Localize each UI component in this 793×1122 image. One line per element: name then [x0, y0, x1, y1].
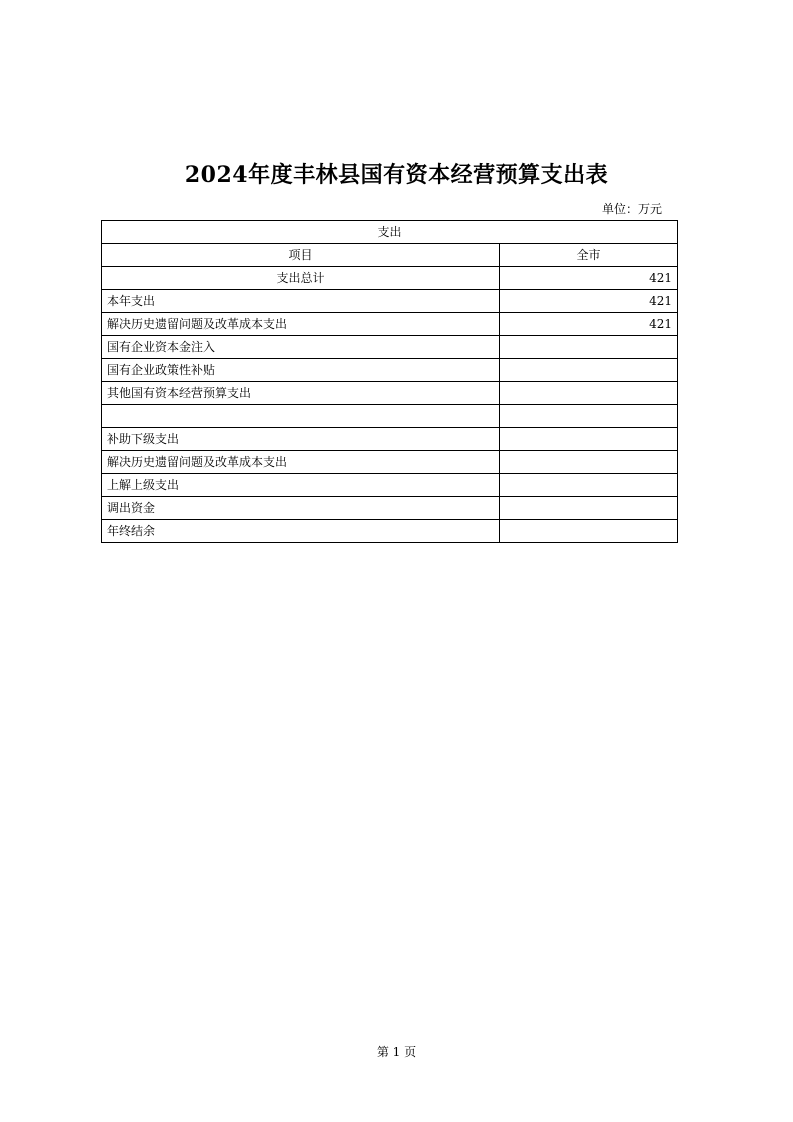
column-header-row: [102, 244, 678, 267]
page-number: 第 1 页: [376, 1045, 417, 1059]
table-row: [102, 451, 678, 474]
row-value: [500, 382, 678, 405]
row-value: [500, 405, 678, 428]
table-row: [102, 267, 678, 290]
budget-table: [101, 220, 678, 543]
row-value: [500, 359, 678, 382]
row-value: 421: [500, 267, 678, 290]
row-value: [500, 474, 678, 497]
row-label: 本年支出: [102, 290, 500, 313]
section-header-row: [102, 221, 678, 244]
table-row: [102, 313, 678, 336]
table-row: [102, 359, 678, 382]
row-label: [102, 405, 500, 428]
row-value: 421: [500, 313, 678, 336]
row-value: [500, 497, 678, 520]
table-row: [102, 428, 678, 451]
column-header-value: 全市: [500, 244, 678, 267]
unit-label: 单位：万元: [601, 202, 662, 216]
row-value: [500, 520, 678, 543]
row-label: 国有企业资本金注入: [102, 336, 500, 359]
row-label: 支出总计: [102, 267, 500, 290]
table-row: [102, 474, 678, 497]
table-row: [102, 520, 678, 543]
row-value: [500, 428, 678, 451]
table-row: [102, 382, 678, 405]
row-label: 解决历史遗留问题及改革成本支出: [102, 313, 500, 336]
row-label: 调出资金: [102, 497, 500, 520]
row-value: 421: [500, 290, 678, 313]
row-label: 解决历史遗留问题及改革成本支出: [102, 451, 500, 474]
row-label: 其他国有资本经营预算支出: [102, 382, 500, 405]
row-value: [500, 451, 678, 474]
row-label: 补助下级支出: [102, 428, 500, 451]
table-row: [102, 336, 678, 359]
row-label: 国有企业政策性补贴: [102, 359, 500, 382]
section-header: 支出: [102, 221, 678, 244]
row-value: [500, 336, 678, 359]
table-row: [102, 405, 678, 428]
page-title: 2024年度丰林县国有资本经营预算支出表: [184, 162, 609, 188]
row-label: 上解上级支出: [102, 474, 500, 497]
column-header-item: 项目: [102, 244, 500, 267]
table-row: [102, 290, 678, 313]
table-row: [102, 497, 678, 520]
row-label: 年终结余: [102, 520, 500, 543]
